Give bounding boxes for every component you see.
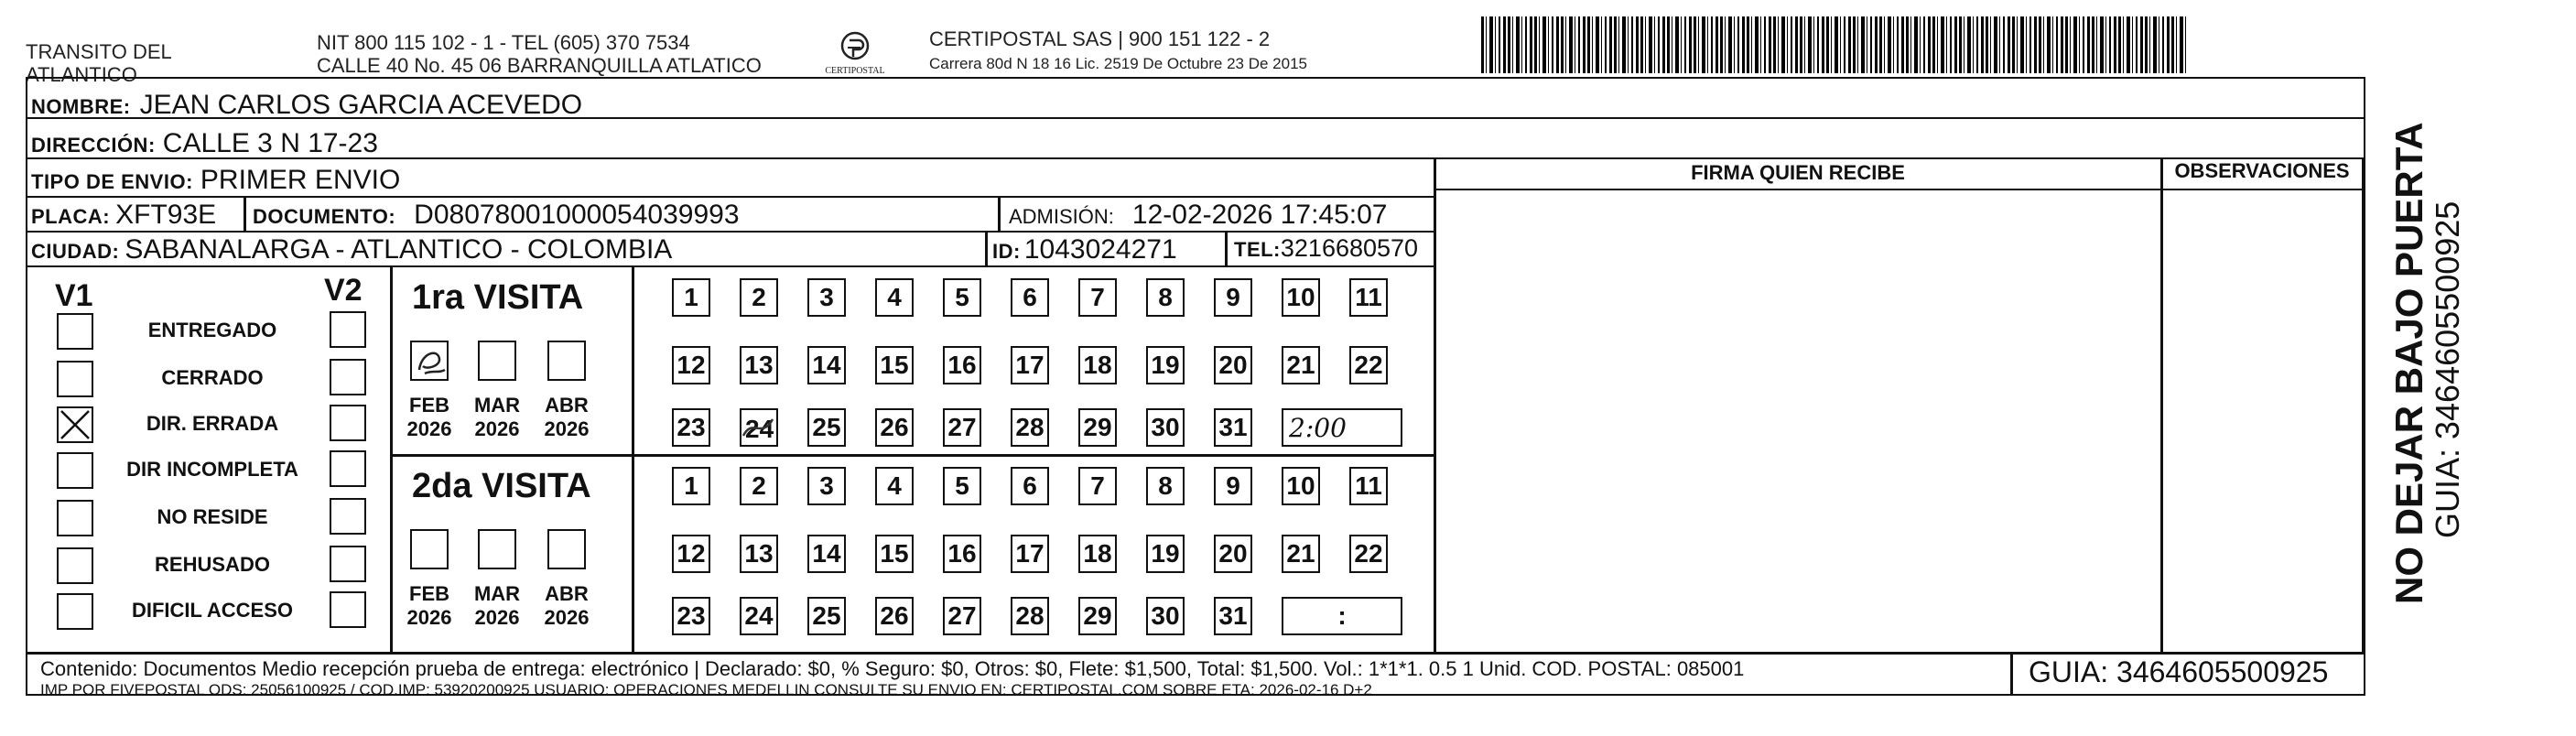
footer-divider — [26, 652, 2365, 655]
day-box[interactable]: 30 — [1146, 408, 1185, 447]
day-box[interactable]: 14 — [807, 535, 846, 573]
documento-label: DOCUMENTO: — [253, 205, 396, 228]
id-label: ID: — [992, 240, 1021, 263]
direccion-row — [31, 128, 378, 159]
day-box[interactable]: 3 — [807, 467, 846, 505]
handwritten-mark-icon — [412, 342, 449, 379]
month-label — [539, 582, 594, 630]
v2-label: V2 — [324, 273, 363, 308]
day-box[interactable]: 10 — [1282, 467, 1320, 505]
month-year: 2026 — [406, 417, 452, 440]
day-box[interactable]: 6 — [1011, 278, 1049, 317]
day-box[interactable]: 9 — [1214, 467, 1252, 505]
day-box[interactable]: 19 — [1146, 346, 1185, 384]
month-checkbox-mar[interactable] — [478, 529, 516, 569]
v1-checkbox[interactable] — [57, 500, 93, 536]
company-name-line2: ATLANTICO — [26, 63, 137, 86]
month-label — [402, 394, 457, 441]
row-line — [26, 265, 1435, 267]
day-box[interactable]: 10 — [1282, 278, 1320, 317]
day-box[interactable]: 13 — [740, 346, 778, 384]
month-year: 2026 — [544, 606, 590, 629]
status-reason-label: DIR INCOMPLETA — [126, 458, 298, 481]
status-reason-label: ENTREGADO — [147, 319, 277, 341]
month-label — [402, 582, 457, 630]
col-line — [1225, 231, 1228, 265]
guia-footer: GUIA: 3464605500925 — [2029, 655, 2329, 688]
day-box[interactable]: 21 — [1282, 346, 1320, 384]
svg-text:CERTIPOSTAL: CERTIPOSTAL — [825, 66, 885, 76]
day-box[interactable]: 23 — [672, 597, 710, 635]
day-box[interactable]: 14 — [807, 346, 846, 384]
handwritten-mark-icon — [741, 410, 776, 445]
day-box[interactable]: 4 — [875, 278, 914, 317]
nombre-label: NOMBRE: — [31, 95, 131, 118]
tel-label: TEL: — [1234, 238, 1281, 261]
month-name: MAR — [473, 582, 521, 605]
placa-value: XFT93E — [115, 200, 217, 230]
row-line — [26, 196, 1435, 198]
day-box[interactable]: 12 — [672, 346, 710, 384]
day-box[interactable]: 5 — [943, 278, 981, 317]
status-reason-label: NO RESIDE — [157, 505, 268, 528]
day-box[interactable]: 22 — [1349, 346, 1388, 384]
v2-checkbox[interactable] — [330, 546, 366, 582]
day-box[interactable]: 30 — [1146, 597, 1185, 635]
col-line — [244, 196, 246, 231]
tel-value: 3216680570 — [1280, 234, 1419, 262]
v2-checkbox[interactable] — [330, 359, 366, 395]
month-checkbox-feb[interactable] — [410, 341, 449, 381]
v1-checkbox[interactable] — [57, 593, 93, 630]
day-box[interactable]: 1 — [672, 278, 710, 317]
imp-line: IMP POR FIVEPOSTAL ODS: 25056100925 / COD.IMP: 53920200925 USUARIO: OPERACIONES MEDELLIN CONSULTE SU ENVIO EN: CERTIPOSTAL.COM SOBRE ETA: 2026-02-16 D+2 — [40, 681, 1372, 698]
nombre-value: JEAN CARLOS GARCIA ACEVEDO — [139, 90, 583, 120]
guia-vertical: GUIA: 3464605500925 — [2429, 200, 2466, 538]
day-box[interactable]: 29 — [1078, 408, 1117, 447]
x-mark-icon — [59, 408, 92, 441]
day-box[interactable]: 22 — [1349, 535, 1388, 573]
month-checkbox-abr[interactable] — [547, 341, 586, 381]
col-line — [1434, 157, 1436, 652]
day-box[interactable]: 20 — [1214, 535, 1252, 573]
observaciones-area[interactable] — [2164, 192, 2360, 650]
row-line — [390, 454, 1434, 457]
documento-row — [253, 200, 740, 231]
day-box[interactable]: 19 — [1146, 535, 1185, 573]
row-line — [1435, 189, 2362, 190]
direccion-label: DIRECCIÓN: — [31, 134, 156, 157]
day-box[interactable]: 26 — [875, 597, 914, 635]
day-box[interactable]: 31 — [1214, 597, 1252, 635]
day-box[interactable]: 8 — [1146, 467, 1185, 505]
firma-header: FIRMA QUIEN RECIBE — [1691, 161, 1905, 184]
tipo-row — [31, 165, 400, 196]
day-box[interactable]: 25 — [807, 597, 846, 635]
admision-row — [1009, 200, 1387, 231]
month-checkbox-feb[interactable] — [410, 529, 449, 569]
day-box[interactable]: 5 — [943, 467, 981, 505]
certipostal-logo — [813, 27, 897, 79]
v1-checkbox[interactable] — [57, 452, 93, 489]
month-year: 2026 — [544, 417, 590, 440]
status-reason-label: DIR. ERRADA — [146, 412, 279, 435]
svg-text:24: 24 — [745, 415, 774, 443]
day-box[interactable]: 25 — [807, 408, 846, 447]
day-box[interactable]: 11 — [1349, 278, 1388, 317]
month-label — [470, 394, 525, 441]
day-box[interactable]: 28 — [1011, 597, 1049, 635]
admision-label: ADMISIÓN: — [1009, 205, 1114, 228]
v1-checkbox[interactable] — [57, 406, 93, 443]
day-box[interactable]: 6 — [1011, 467, 1049, 505]
placa-label: PLACA: — [31, 205, 111, 228]
month-checkbox-abr[interactable] — [547, 529, 586, 569]
month-year: 2026 — [474, 417, 520, 440]
day-box[interactable]: 13 — [740, 535, 778, 573]
v1-checkbox[interactable] — [57, 547, 93, 584]
day-box[interactable]: 28 — [1011, 408, 1049, 447]
month-name: ABR — [545, 394, 589, 417]
v1-label: V1 — [55, 278, 93, 313]
month-label — [470, 582, 525, 630]
day-box[interactable]: 24 — [740, 597, 778, 635]
ciudad-label: CIUDAD: — [31, 240, 120, 263]
id-value: 1043024271 — [1023, 234, 1177, 265]
day-box[interactable]: 31 — [1214, 408, 1252, 447]
signature-area[interactable] — [1437, 192, 2159, 650]
status-reason-label: CERRADO — [161, 366, 264, 389]
company-contact — [317, 31, 762, 77]
v2-checkbox[interactable] — [330, 405, 366, 441]
day-box[interactable]: 18 — [1078, 535, 1117, 573]
time-box[interactable]: : — [1282, 597, 1402, 635]
day-box[interactable]: 27 — [943, 597, 981, 635]
day-box[interactable]: 21 — [1282, 535, 1320, 573]
status-reason-label: REHUSADO — [155, 553, 270, 576]
observaciones-header: OBSERVACIONES — [2174, 159, 2350, 182]
month-name: FEB — [409, 582, 449, 605]
day-box[interactable]: 2 — [740, 467, 778, 505]
col-line — [2160, 157, 2163, 652]
carrier-info — [929, 27, 1307, 74]
day-box[interactable]: 16 — [943, 346, 981, 384]
id-row — [992, 234, 1177, 265]
day-box[interactable]: 18 — [1078, 346, 1117, 384]
nombre-row — [31, 90, 582, 121]
month-name: FEB — [409, 394, 449, 417]
v1-checkbox[interactable] — [57, 313, 93, 350]
day-box[interactable]: 16 — [943, 535, 981, 573]
address-line: CALLE 40 No. 45 06 BARRANQUILLA ATLATICO — [317, 54, 762, 77]
ciudad-value: SABANALARGA - ATLANTICO - COLOMBIA — [124, 234, 673, 265]
month-name: ABR — [545, 582, 589, 605]
day-box[interactable]: 12 — [672, 535, 710, 573]
tipo-value: PRIMER ENVIO — [200, 165, 401, 195]
day-box[interactable]: 7 — [1078, 278, 1117, 317]
admision-value: 12-02-2026 17:45:07 — [1131, 200, 1388, 230]
v2-checkbox[interactable] — [330, 591, 366, 628]
day-box[interactable] — [740, 408, 778, 447]
day-box[interactable]: 9 — [1214, 278, 1252, 317]
placa-row — [31, 200, 216, 231]
v2-checkbox[interactable] — [330, 450, 366, 487]
day-box[interactable]: 4 — [875, 467, 914, 505]
carrier-line: CERTIPOSTAL SAS | 900 151 122 - 2 — [929, 27, 1271, 50]
month-year: 2026 — [406, 606, 452, 629]
status-reason-label: DIFICIL ACCESO — [131, 599, 293, 622]
no-dejar-bajo-puerta-notice: NO DEJAR BAJO PUERTA — [2387, 122, 2430, 604]
day-box[interactable]: 2 — [740, 278, 778, 317]
col-line — [2362, 157, 2365, 652]
tel-row — [1234, 234, 1418, 263]
day-box[interactable]: 29 — [1078, 597, 1117, 635]
day-box[interactable]: 23 — [672, 408, 710, 447]
barcode — [1481, 16, 2188, 73]
carrier-sub: Carrera 80d N 18 16 Lic. 2519 De Octubre 23 De 2015 — [929, 55, 1307, 72]
day-box[interactable]: 11 — [1349, 467, 1388, 505]
v2-checkbox[interactable] — [330, 311, 366, 348]
col-line — [632, 267, 634, 652]
v1-checkbox[interactable] — [57, 361, 93, 397]
col-line — [998, 196, 1001, 231]
day-box[interactable]: 7 — [1078, 467, 1117, 505]
day-box[interactable]: 17 — [1011, 346, 1049, 384]
month-label — [539, 394, 594, 441]
nit-line: NIT 800 115 102 - 1 - TEL (605) 370 7534 — [317, 31, 690, 54]
ciudad-row — [31, 234, 672, 265]
day-box[interactable]: 3 — [807, 278, 846, 317]
time-box[interactable]: 2:00 — [1282, 408, 1402, 447]
month-checkbox-mar[interactable] — [478, 341, 516, 381]
day-box[interactable]: 20 — [1214, 346, 1252, 384]
month-name: MAR — [473, 394, 521, 417]
day-box[interactable]: 27 — [943, 408, 981, 447]
col-line — [985, 231, 988, 265]
documento-value: D08078001000054039993 — [414, 200, 740, 230]
day-box[interactable]: 8 — [1146, 278, 1185, 317]
contenido-line: Contenido: Documentos Medio recepción prueba de entrega: electrónico | Declarado: $0, % Seguro: $0, Otros: $0, Flete: $1,500, Total: $1,500. Vol.: 1*1*1. 0.5 1 Unid. COD. POSTAL: 085001 — [40, 657, 1745, 680]
col-line — [390, 267, 393, 652]
second-visit-title: 2da VISITA — [412, 467, 591, 505]
day-box[interactable]: 1 — [672, 467, 710, 505]
logo-icon — [813, 27, 897, 79]
day-box[interactable]: 26 — [875, 408, 914, 447]
company-name-line1: TRANSITO DEL — [26, 40, 172, 63]
first-visit-title: 1ra VISITA — [412, 278, 584, 317]
day-box[interactable]: 17 — [1011, 535, 1049, 573]
tipo-label: TIPO DE ENVIO: — [31, 170, 193, 193]
day-box[interactable]: 15 — [875, 535, 914, 573]
month-year: 2026 — [474, 606, 520, 629]
v2-checkbox[interactable] — [330, 498, 366, 535]
row-line — [26, 231, 1435, 233]
day-box[interactable]: 15 — [875, 346, 914, 384]
direccion-value: CALLE 3 N 17-23 — [162, 128, 378, 158]
col-line — [2010, 652, 2013, 696]
